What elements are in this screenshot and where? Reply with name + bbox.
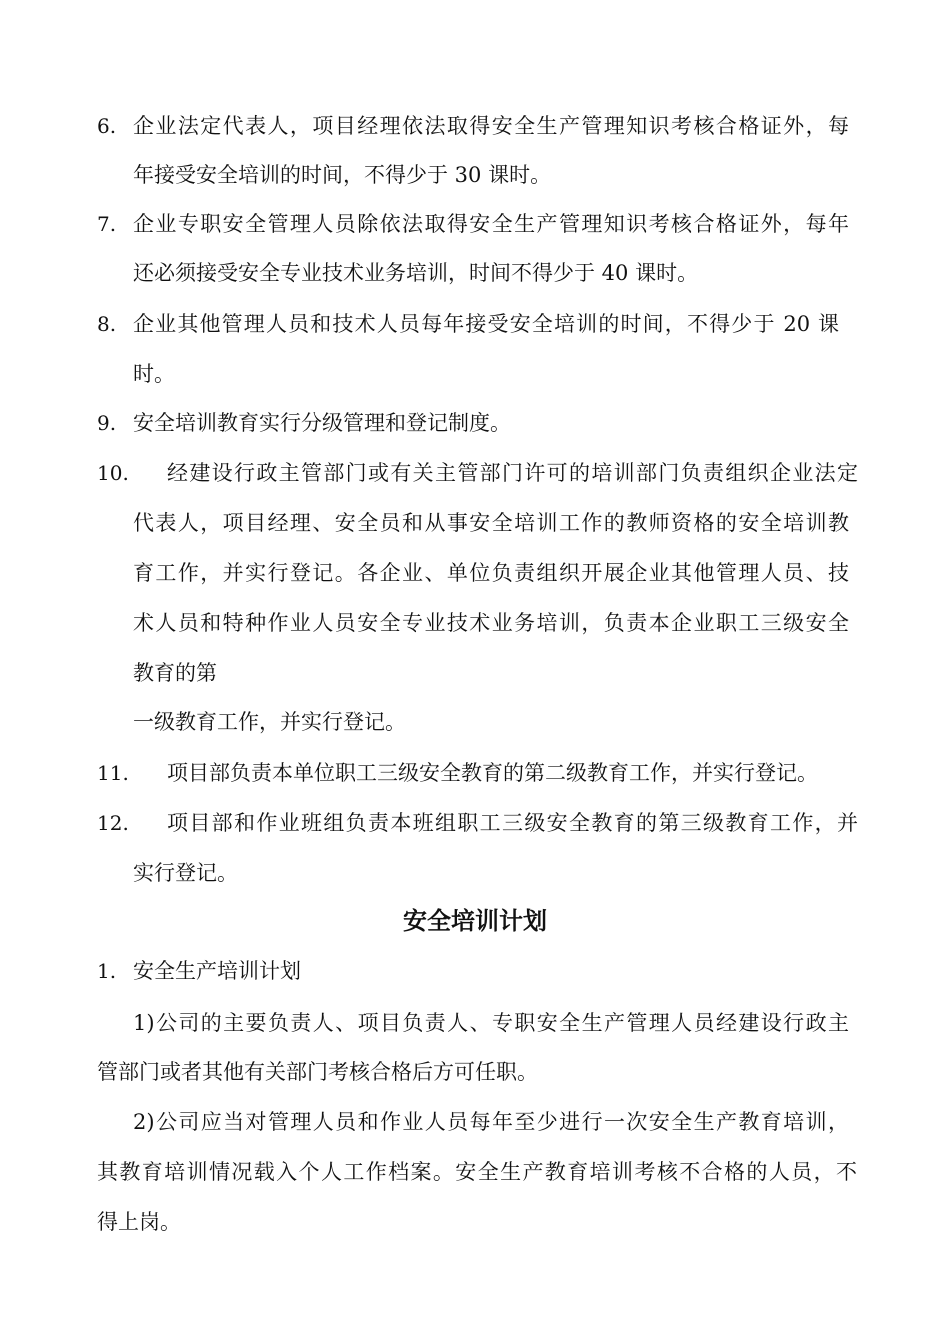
item-10-line-2: 代表人，项目经理、安全员和从事安全培训工作的教师资格的安全培训教: [133, 511, 849, 535]
item-7-number: 7.: [97, 212, 117, 236]
item-10-line-1: 经建设行政主管部门或有关主管部门许可的培训部门负责组织企业法定: [167, 461, 858, 485]
paragraph-2-line-2: 其教育培训情况载入个人工作档案。安全生产教育培训考核不合格的人员，不: [97, 1160, 857, 1184]
item-12-number: 12.: [97, 811, 129, 835]
item-10-line-4: 术人员和特种作业人员安全专业技术业务培训，负责本企业职工三级安全: [133, 611, 849, 635]
item-11-number: 11.: [97, 761, 129, 785]
item-9-number: 9.: [97, 411, 117, 435]
item-9-line-1: 安全培训教育实行分级管理和登记制度。: [133, 411, 511, 435]
item-6-line-1: 企业法定代表人，项目经理依法取得安全生产管理知识考核合格证外，每: [133, 114, 849, 138]
item-7-line-1: 企业专职安全管理人员除依法取得安全生产管理知识考核合格证外，每年: [133, 212, 849, 236]
section-title: 安全培训计划: [403, 907, 547, 935]
item-10-number: 10.: [97, 461, 129, 485]
item-10-line-3: 育工作，并实行登记。各企业、单位负责组织开展企业其他管理人员、技: [133, 561, 849, 585]
item-11-line-1: 项目部负责本单位职工三级安全教育的第二级教育工作，并实行登记。: [167, 761, 818, 785]
item-6-number: 6.: [97, 114, 117, 138]
item-12-line-1: 项目部和作业班组负责本班组职工三级安全教育的第三级教育工作，并: [167, 811, 858, 835]
paragraph-2-line-3: 得上岗。: [97, 1210, 181, 1234]
item-6-line-2: 年接受安全培训的时间，不得少于 30 课时。: [133, 163, 552, 187]
item-7-line-2: 还必须接受安全专业技术业务培训，时间不得少于 40 课时。: [133, 261, 699, 285]
paragraph-1-line-2: 管部门或者其他有关部门考核合格后方可任职。: [97, 1060, 538, 1084]
item-12-line-2: 实行登记。: [133, 861, 238, 885]
item-8-number: 8.: [97, 312, 117, 336]
paragraph-2-line-1: 2)公司应当对管理人员和作业人员每年至少进行一次安全生产教育培训，: [133, 1110, 849, 1134]
item-10-line-6: 一级教育工作，并实行登记。: [133, 710, 406, 734]
paragraph-1-line-1: 1)公司的主要负责人、项目负责人、专职安全生产管理人员经建设行政主: [133, 1011, 849, 1035]
item-10-line-5: 教育的第: [133, 661, 217, 685]
sub-item-title: 安全生产培训计划: [133, 959, 301, 983]
sub-item-number: 1.: [97, 959, 117, 983]
item-8-line-2: 时。: [133, 362, 175, 386]
item-8-line-1: 企业其他管理人员和技术人员每年接受安全培训的时间，不得少于 20 课: [133, 312, 839, 336]
